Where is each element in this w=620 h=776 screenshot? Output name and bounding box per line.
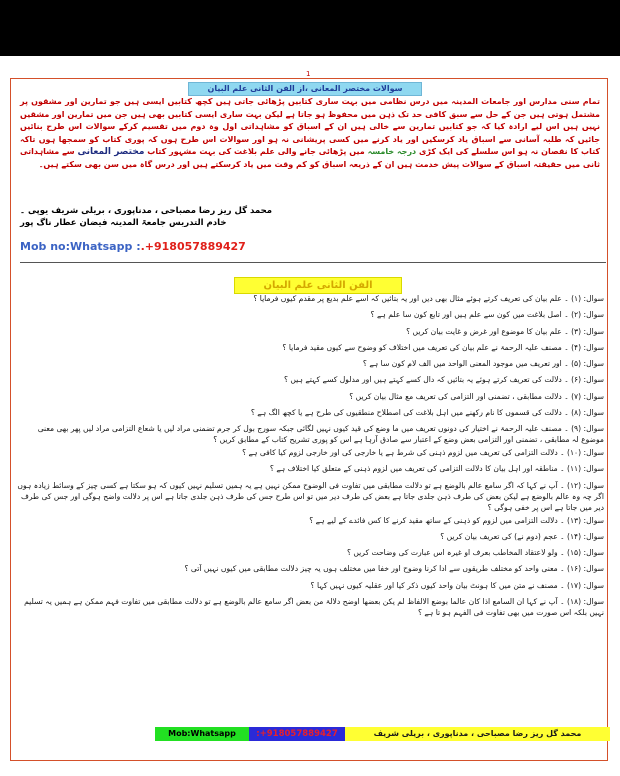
question-item: سوال: (۵) ۔ اور تعریف میں موجود المعنی الواحد میں الف لام کون سا ہے ؟ <box>362 359 604 369</box>
question-item: سوال: (۶) ۔ دلالت کی تعریف کرتے ہوئے یہ بتائیں کہ دال کسے کہتے ہیں اور مدلول کسے کہتے ہیں ؟ <box>283 375 604 385</box>
mobile-number: .+918057889427 <box>140 240 246 253</box>
section-divider <box>20 262 606 263</box>
question-item: سوال: (۷) ۔ دلالت مطابقی ، تضمنی اور التزامی کی تعریف مع مثال بیان کریں ؟ <box>349 391 604 401</box>
question-item: سوال: (۱۳) ۔ دلالت التزامی میں لزوم کو ذہنی کے ساتھ مقید کرنے کا کس فائدے کے لیے ہے ؟ <box>309 515 604 525</box>
question-item: سوال: (۱۸) ۔ آپ نے کہا ان السامع اذا کان عالما بوضع الالفاظ لم یکن بعضھا اوضح دلالۃ من بعض اگر سامع عالم بالوضع ہے تو دلالت مطابقی میں تفاوت فہم ممکن ہے ہمیں یہ تسلیم نہیں بلکہ اس صورت میں بھی تفاوت فی الفہم ہو تا ہے ؟ <box>24 596 604 617</box>
question-item: سوال: (۳) ۔ علم بیان کا موضوع اور غرض و غایت بیان کریں ؟ <box>406 326 604 336</box>
author-block <box>20 205 490 229</box>
questions-list <box>14 294 604 621</box>
footer-author-name: محمد گل ریز رضا مصباحی ، مدناپوری ، بریلی شریف <box>345 727 610 741</box>
footer-contact-bar <box>155 727 610 741</box>
question-item: سوال: (۱۰) ۔ دلالت التزامی کی تعریف میں لزوم ذہنی کی شرط ہے یا خارجی کی اور خارجی لزوم کیا کافی ہے ؟ <box>242 448 604 458</box>
footer-phone-number: :+918057889427 <box>249 727 345 741</box>
intro-paragraph <box>20 96 600 172</box>
question-item: سوال: (۱۱) ۔ مناطقہ اور اہل بیان کا دلالت التزامی کی تعریف میں لزوم ذہنی کے متعلق کیا اختلاف ہے ؟ <box>269 464 604 474</box>
mobile-label: Mob no:Whatsapp : <box>20 240 141 253</box>
mobile-contact <box>20 240 246 253</box>
question-item: سوال: (۱۲) ۔ آپ نے کہا کہ اگر سامع عالم بالوضع ہے تو دلالت مطابقی میں تفاوت فی الوضوح ممکن نہیں ہے یہ ہمیں تسلیم نہیں کیوں کہ ہو سکتا ہے کسی چیز کے وسائط زیادہ ہوں اگر چہ وہ عالم بالوضع ہے لیکن بعض کی طرف ذہن جلدی جاتا ہے بعض کی طرف دیر میں تو اس طرح جس کی طرف ذہن جلدی جاتا ہے اس پر دلالت واضح ہوگی اور جس کی طرف دیر میں جاتا ہے اس پر خفی ہوگی ؟ <box>17 480 604 512</box>
question-item: سوال: (۱۴) ۔ عجم (دوم نے) کی تعریف بیان کریں ؟ <box>440 531 604 541</box>
question-item: سوال: (۱۷) ۔ مصنف نے متن میں کا ہونٹ بیان واحد کیوں ذکر کیا اور عقلیہ کیوں نہیں کہا ؟ <box>310 580 604 590</box>
header-title: سوالات مختصر المعانی ،از الفن الثانی علم البیان <box>188 82 422 96</box>
intro-book-name: مختصر المعانی <box>77 147 145 158</box>
question-item: سوال: (۱۵) ۔ ولو لاعتقاد المخاطب بعرف او غیرہ اس عبارت کی وضاحت کریں ؟ <box>346 548 604 558</box>
section-title: الفن الثانی علم البیان <box>234 277 402 294</box>
question-item: سوال: (۸) ۔ دلالت کی قسموں کا نام رکھنے میں اہل بلاغت کی اصطلاح منطقیوں کی طرح ہے یا کچھ الگ ہے ؟ <box>250 408 604 418</box>
footer-whatsapp-label: Mob:Whatsapp <box>155 727 249 741</box>
question-item: سوال: (۲) ۔ اصل بلاغت میں کون سے علم ہیں اور تابع کون سا علم ہے ؟ <box>370 310 604 320</box>
author-position: خادم التدریس جامعۃ المدینہ فیضان عطار ناگ پور <box>20 218 227 228</box>
intro-darja: درجہ خامسہ <box>367 147 417 157</box>
question-item: سوال: (۹) ۔ مصنف علیہ الرحمۃ نے اختیار کی دونوں تعریف میں ما وضع کی قید کیوں نہیں لگائی جبکہ سورج بول کر جرم تضمنی مراد لیں یا شعاع التزامی مراد لیں پھر بھی معنی موضوع لہ مطابقی ، تضمنی اور التزامی بعض وضع کے اعتبار سے صادق آرہا ہے اس کو پوری تشریح کتاب کے مطابق کریں ؟ <box>37 424 604 445</box>
question-item: سوال: (۱۶) ۔ معنی واحد کو مختلف طریقوں سے ادا کرنا وضوح اور خفا میں مختلف ہوں یہ چیز دلالت مطابقی میں کیوں نہیں آتی ؟ <box>184 564 604 574</box>
intro-part-1: تمام سنی مدارس اور جامعات المدینہ میں درس نظامی میں بہت ساری کتابیں پڑھائی جاتی ہیں کچھ کتابیں ایسی ہیں جو تمارین اور مشقوں پر مشتمل ہوتی ہیں جن کے حل سے سبق کافی حد تک ذہن میں محفوظ ہو جاتا ہے لیکن بہت ساری ایسی کتابیں بھی ہیں جن میں تمارین اور مشقیں نہیں ہیں اس لیے ارادہ کیا کہ جو کتابیں تمارین سے خالی ہیں ان کے اسباق کو مشاہداتی اول وہ دوم میں تقسیم کرکے سوالات اس طرح بنائیں جائیں کہ طلبہ آسانی سے اسباق یاد کرسکیں اور یاد کرنے میں کسی پریشانی نہ ہو اور سوالات اس طرح ہوں کہ پوری کتاب کو سمجھا ہوں تاکہ کتاب کا نقصان نہ ہو اس سلسلے کی ایک کڑی <box>20 97 600 157</box>
page-number: 1 <box>306 70 311 78</box>
author-name: محمد گل ریز رضا مصباحی ، مدناپوری ، بریلی شریف یوپی ۔ <box>20 206 272 216</box>
question-item: سوال: (۱) ۔ علم بیان کی تعریف کرتے ہوئے مثال بھی دیں اور یہ بتائیں کہ اسے علم بدیع پر مقدم کیوں فرمایا ؟ <box>253 294 604 303</box>
intro-part-3: سے مشاہداتی ثانی میں حقیقتہ اسباق کے سوالات پیش خدمت ہیں ان کے ذریعہ اسباق کو کم وقت میں یاد کرسکتے ہیں اور درس گاہ میں سن بھی سکتے ہیں۔ <box>20 147 600 169</box>
question-item: سوال: (۴) ۔ مصنف علیہ الرحمۃ نے علم بیان کی تعریف میں اختلاف کو وضوح سے کیوں مقید فرمایا ؟ <box>282 342 604 352</box>
top-black-bar <box>0 0 620 56</box>
intro-part-2: میں پڑھائی جانے والی علم بلاغت کی بہت مشہور کتاب <box>147 147 365 157</box>
